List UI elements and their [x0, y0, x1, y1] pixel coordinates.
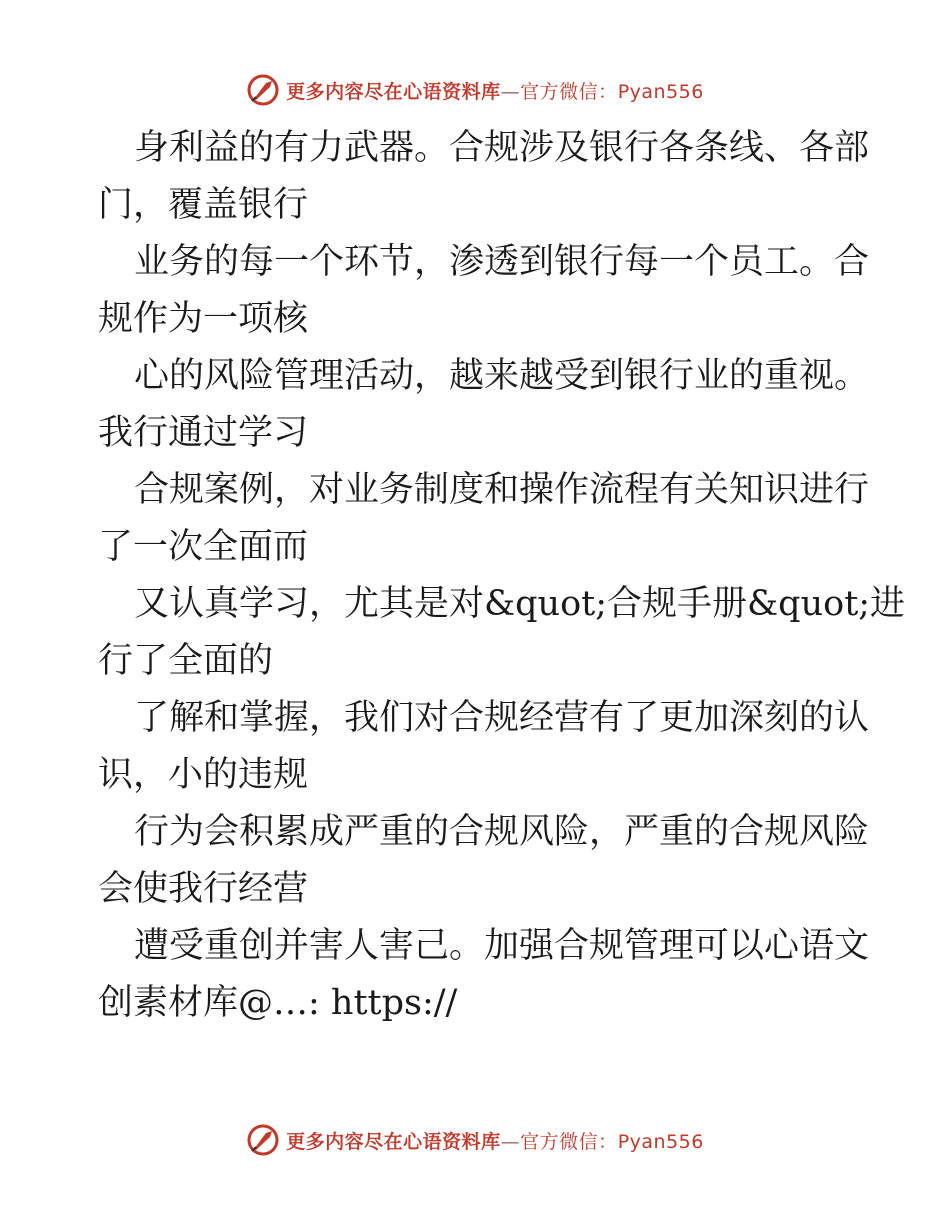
paragraph [98, 120, 870, 234]
paragraph-line: 遭受重创并害人害己。加强合规管理可以心语文 [134, 926, 870, 966]
paragraph [98, 804, 870, 918]
paragraph-line: 门，覆盖银行 [98, 185, 309, 225]
footer-watermark [0, 1120, 950, 1160]
paragraph-line: 识，小的违规 [98, 755, 309, 795]
paragraph-line: 会使我行经营 [98, 869, 309, 909]
paragraph-line: 行为会积累成严重的合规风险，严重的合规风险 [134, 812, 870, 852]
watermark-separator: — [500, 1130, 521, 1153]
watermark-wechat-label: 官方微信： [520, 1130, 618, 1153]
paragraph [98, 234, 870, 348]
paragraph-line: 行了全面的 [98, 641, 274, 681]
paragraph-line: 了一次全面而 [98, 527, 309, 567]
watermark-text [286, 1127, 704, 1154]
paragraph-line: 身利益的有力武器。合规涉及银行各条线、各部 [134, 128, 870, 168]
header-watermark [0, 70, 950, 110]
quill-logo-icon [246, 73, 280, 107]
paragraph-line: 了解和掌握，我们对合规经营有了更加深刻的认 [134, 698, 870, 738]
paragraph-line: 业务的每一个环节，渗透到银行每一个员工。合 [134, 242, 870, 282]
paragraph [98, 576, 906, 690]
watermark-wechat-id: Pyan556 [617, 80, 704, 103]
paragraph-line: 心的风险管理活动，越来越受到银行业的重视。 [134, 356, 870, 396]
quill-logo-icon [246, 1123, 280, 1157]
watermark-text [286, 77, 704, 104]
watermark-separator: — [500, 80, 521, 103]
paragraph-line: 我行通过学习 [98, 413, 309, 453]
paragraph [98, 462, 870, 576]
paragraph [98, 690, 870, 804]
paragraph [98, 348, 870, 462]
watermark-wechat-label: 官方微信： [520, 80, 618, 103]
watermark-brand: 更多内容尽在心语资料库 [286, 1130, 501, 1153]
paragraph-line: 规作为一项核 [98, 299, 309, 339]
paragraph-line: 又认真学习，尤其是对&quot;合规手册&quot;进 [134, 584, 906, 624]
document-body [98, 120, 906, 1032]
paragraph-line: 创素材库@…: https:// [98, 983, 458, 1023]
watermark-brand: 更多内容尽在心语资料库 [286, 80, 501, 103]
watermark-wechat-id: Pyan556 [617, 1130, 704, 1153]
paragraph [98, 918, 870, 1032]
paragraph-line: 合规案例，对业务制度和操作流程有关知识进行 [134, 470, 870, 510]
